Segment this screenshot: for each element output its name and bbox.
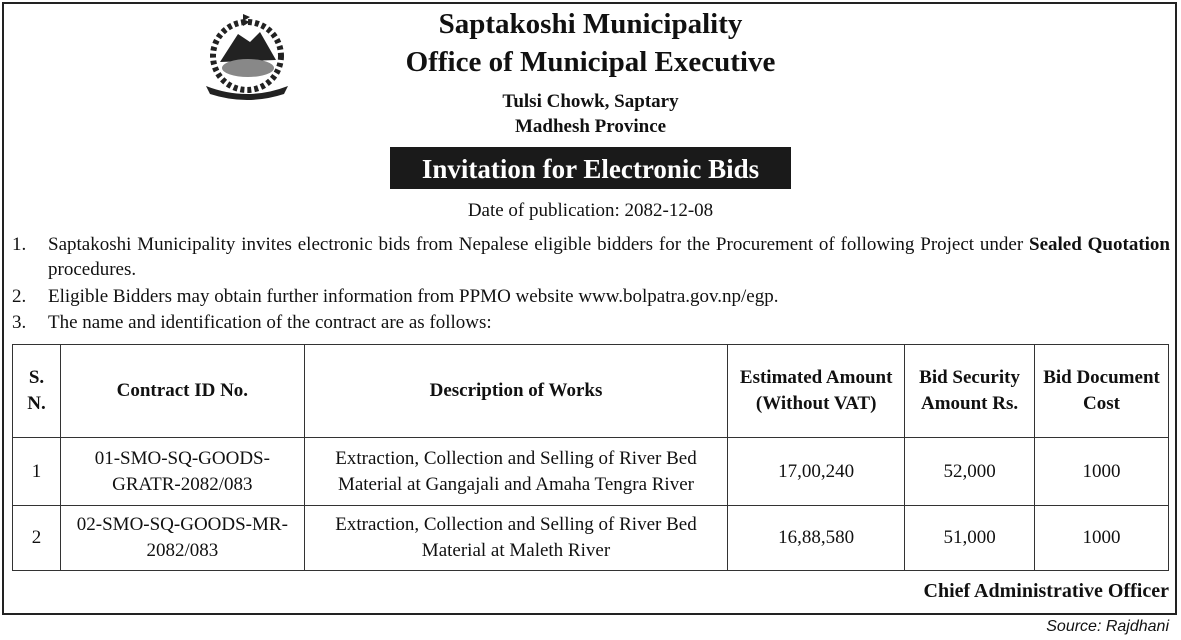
table-row <box>13 438 1169 506</box>
cell-sn: 1 <box>13 438 61 506</box>
col-bid-security: Bid Security Amount Rs. <box>905 345 1035 438</box>
point-3: 3. The name and identification of the contract are as follows: <box>12 312 492 333</box>
cell-doc-cost: 1000 <box>1035 438 1169 506</box>
table-header <box>13 345 1169 438</box>
org-name: Saptakoshi Municipality <box>438 8 743 40</box>
cell-estimated-amount: 17,00,240 <box>728 438 905 506</box>
cell-contract-id: 02-SMO-SQ-GOODS-MR-2082/083 <box>60 506 304 571</box>
point-1: 1. Saptakoshi Municipality invites electronic bids from Nepalese eligible bidders for the Procurement of following Project under Sealed Quotation procedures. <box>12 234 1171 280</box>
address: Tulsi Chowk, Saptary <box>502 91 679 112</box>
cell-estimated-amount: 16,88,580 <box>728 506 905 571</box>
notice-title: Invitation for Electronic Bids <box>390 147 791 189</box>
province: Madhesh Province <box>514 116 667 137</box>
col-sn: S. N. <box>13 345 61 438</box>
contract-table <box>12 344 1169 571</box>
cell-bid-security: 52,000 <box>905 438 1035 506</box>
cell-doc-cost: 1000 <box>1035 506 1169 571</box>
signatory: Chief Administrative Officer <box>923 580 1169 602</box>
col-contract-id: Contract ID No. <box>60 345 304 438</box>
cell-contract-id: 01-SMO-SQ-GOODS-GRATR-2082/083 <box>60 438 304 506</box>
cell-bid-security: 51,000 <box>905 506 1035 571</box>
col-estimated-amount: Estimated Amount (Without VAT) <box>728 345 905 438</box>
publication-date: Date of publication: 2082-12-08 <box>467 200 714 221</box>
cell-description: Extraction, Collection and Selling of River Bed Material at Maleth River <box>304 506 728 571</box>
cell-description: Extraction, Collection and Selling of River Bed Material at Gangajali and Amaha Tengra River <box>304 438 728 506</box>
col-doc-cost: Bid Document Cost <box>1035 345 1169 438</box>
point-2: 2. Eligible Bidders may obtain further information from PPMO website www.bolpatra.gov.np/egp. <box>12 286 779 307</box>
col-description: Description of Works <box>304 345 728 438</box>
source-credit: Source: Rajdhani <box>1046 618 1169 635</box>
cell-sn: 2 <box>13 506 61 571</box>
office-name: Office of Municipal Executive <box>405 46 776 78</box>
table-row <box>13 506 1169 571</box>
